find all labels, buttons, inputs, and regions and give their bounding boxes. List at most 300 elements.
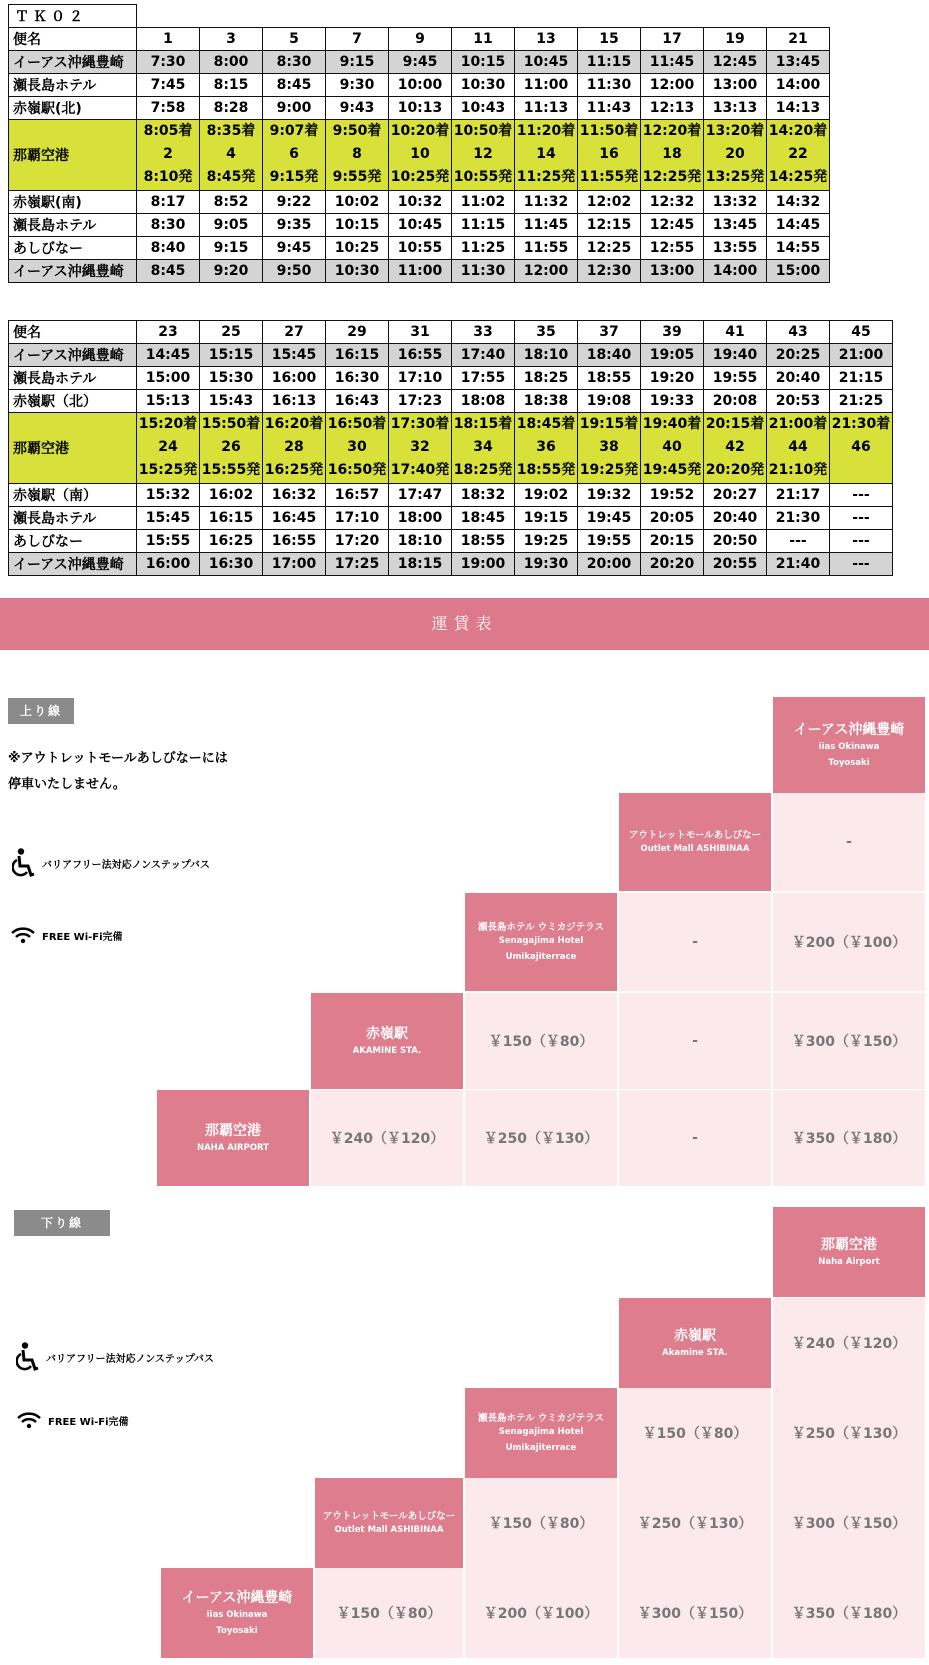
flight-number-cell: 5 [263, 28, 326, 51]
time-cell: 19:52 [641, 484, 704, 507]
airport-time-cell [578, 413, 641, 484]
time-cell: 21:00 [830, 344, 893, 367]
time-cell: 10:15 [326, 214, 389, 237]
stop-name-cell: 赤嶺駅(南) [9, 191, 137, 214]
down-wifi-feature [16, 1411, 129, 1429]
departure-time: 12:25発 [642, 169, 702, 185]
time-cell: 9:43 [326, 97, 389, 120]
time-cell: 16:30 [200, 553, 263, 576]
time-cell: 15:00 [137, 367, 200, 390]
time-cell: 16:45 [263, 507, 326, 530]
down-header-iias [161, 1568, 313, 1658]
time-cell: 8:45 [263, 74, 326, 97]
airport-time-cell [515, 413, 578, 484]
timetable-row [9, 390, 893, 413]
airport-time-cell [830, 413, 893, 484]
flight-label-cell: 便名 [9, 28, 137, 51]
time-cell: 18:32 [452, 484, 515, 507]
down-header-outlet-en1: Outlet Mall ASHIBINAA [334, 1525, 444, 1535]
stop-name-cell: あしびなー [9, 530, 137, 553]
time-cell: 16:32 [263, 484, 326, 507]
time-cell: 18:55 [578, 367, 641, 390]
up-barrierfree-label: バリアフリー法対応ノンステップバス [42, 859, 210, 871]
time-cell: 17:23 [389, 390, 452, 413]
time-cell: 12:15 [578, 214, 641, 237]
time-cell: 13:32 [704, 191, 767, 214]
time-cell: 12:13 [641, 97, 704, 120]
time-cell: 10:43 [452, 97, 515, 120]
time-cell: 16:55 [263, 530, 326, 553]
time-cell: 10:13 [389, 97, 452, 120]
arrival-time: 15:20着 [138, 416, 198, 432]
down-fare-cell: ￥150（￥80） [465, 1478, 617, 1568]
timetable-row [9, 74, 830, 97]
down-header-akamine-jp: 赤嶺駅 [674, 1328, 716, 1344]
time-cell: 16:00 [137, 553, 200, 576]
time-cell: 14:45 [767, 214, 830, 237]
timetable-row [9, 191, 830, 214]
time-cell: 19:40 [704, 344, 767, 367]
time-cell: 11:02 [452, 191, 515, 214]
time-cell: 21:17 [767, 484, 830, 507]
time-cell: 14:32 [767, 191, 830, 214]
time-cell: 20:08 [704, 390, 767, 413]
airport-time-cell [389, 120, 452, 191]
route-code: ＴＫ０２ [9, 5, 137, 28]
time-cell: 11:43 [578, 97, 641, 120]
time-cell: 17:55 [452, 367, 515, 390]
flight-number-cell: 41 [704, 321, 767, 344]
flight-number-row [9, 28, 830, 51]
time-cell: 20:20 [641, 553, 704, 576]
airport-time-cell [200, 413, 263, 484]
stop-name-cell: 赤嶺駅(北) [9, 97, 137, 120]
departure-time: 11:55発 [579, 169, 639, 185]
time-cell: 11:13 [515, 97, 578, 120]
time-cell: 20:27 [704, 484, 767, 507]
time-cell: 8:52 [200, 191, 263, 214]
stop-name-cell: 赤嶺駅（南） [9, 484, 137, 507]
timetable-2 [8, 320, 893, 576]
return-flight-number: 28 [284, 439, 304, 455]
stop-name-cell: イーアス沖縄豊崎 [9, 553, 137, 576]
up-fare-cell: - [619, 1090, 771, 1186]
airport-time-cell [452, 413, 515, 484]
time-cell: 16:02 [200, 484, 263, 507]
time-cell: 17:40 [452, 344, 515, 367]
time-cell: 13:13 [704, 97, 767, 120]
up-header-iias [773, 697, 925, 793]
time-cell: 19:30 [515, 553, 578, 576]
time-cell: 19:55 [704, 367, 767, 390]
time-cell: 11:45 [515, 214, 578, 237]
time-cell: 19:25 [515, 530, 578, 553]
time-cell: 19:05 [641, 344, 704, 367]
stop-name-cell: あしびなー [9, 237, 137, 260]
return-flight-number: 34 [473, 439, 493, 455]
return-flight-number: 8 [352, 146, 362, 162]
flight-number-cell: 25 [200, 321, 263, 344]
time-cell: 18:08 [452, 390, 515, 413]
time-cell: 18:38 [515, 390, 578, 413]
timetable-row [9, 507, 893, 530]
airport-row [9, 120, 830, 191]
time-cell: 19:08 [578, 390, 641, 413]
up-header-senaga [465, 893, 617, 991]
time-cell: 21:30 [767, 507, 830, 530]
time-cell: 10:30 [326, 260, 389, 283]
arrival-time: 16:50着 [327, 416, 387, 432]
down-header-naha-en1: Naha Airport [818, 1257, 880, 1267]
time-cell: 13:45 [767, 51, 830, 74]
up-barrierfree-feature [12, 848, 210, 878]
departure-time: 10:25発 [390, 169, 450, 185]
time-cell: 12:00 [515, 260, 578, 283]
time-cell: 15:55 [137, 530, 200, 553]
time-cell: 15:13 [137, 390, 200, 413]
time-cell: 15:15 [200, 344, 263, 367]
down-header-naha [773, 1207, 925, 1297]
time-cell: 8:40 [137, 237, 200, 260]
time-cell: 8:00 [200, 51, 263, 74]
departure-time: 15:55発 [201, 462, 261, 478]
return-flight-number: 18 [662, 146, 682, 162]
time-cell: 12:32 [641, 191, 704, 214]
arrival-time: 20:15着 [705, 416, 765, 432]
flight-number-cell: 35 [515, 321, 578, 344]
time-cell: 7:45 [137, 74, 200, 97]
time-cell: 14:00 [704, 260, 767, 283]
time-cell: 19:32 [578, 484, 641, 507]
time-cell: 10:00 [389, 74, 452, 97]
up-note-line2: 停車いたしません。 [8, 777, 126, 792]
time-cell: 21:25 [830, 390, 893, 413]
time-cell: 10:32 [389, 191, 452, 214]
time-cell: 20:55 [704, 553, 767, 576]
flight-number-cell: 17 [641, 28, 704, 51]
time-cell: 21:40 [767, 553, 830, 576]
return-flight-number: 4 [226, 146, 236, 162]
time-cell: 18:55 [452, 530, 515, 553]
time-cell: 20:00 [578, 553, 641, 576]
airport-time-cell [137, 413, 200, 484]
arrival-time: 11:50着 [579, 123, 639, 139]
wheelchair-icon [16, 1342, 40, 1372]
time-cell: 15:32 [137, 484, 200, 507]
departure-time: 13:25発 [705, 169, 765, 185]
up-header-outlet-jp: アウトレットモールあしびなー [628, 830, 762, 841]
timetable-row [9, 97, 830, 120]
time-cell: 8:30 [137, 214, 200, 237]
time-cell: 17:10 [326, 507, 389, 530]
up-fare-cell: - [619, 993, 771, 1089]
up-header-iias-en2: Toyosaki [828, 758, 870, 768]
time-cell: 12:00 [641, 74, 704, 97]
time-cell: 12:45 [641, 214, 704, 237]
time-cell: 17:00 [263, 553, 326, 576]
time-cell: 20:15 [641, 530, 704, 553]
up-fare-cell: - [773, 793, 925, 891]
flight-number-cell: 19 [704, 28, 767, 51]
time-cell: 16:43 [326, 390, 389, 413]
flight-number-cell: 23 [137, 321, 200, 344]
time-cell: 11:32 [515, 191, 578, 214]
airport-time-cell [137, 120, 200, 191]
time-cell: 11:15 [578, 51, 641, 74]
flight-number-cell: 11 [452, 28, 515, 51]
departure-time: 8:10発 [143, 169, 193, 185]
down-header-naha-jp: 那覇空港 [821, 1237, 877, 1253]
return-flight-number: 42 [725, 439, 745, 455]
airport-time-cell [326, 120, 389, 191]
timetable-row [9, 367, 893, 390]
time-cell: --- [830, 530, 893, 553]
timetable-row [9, 484, 893, 507]
time-cell: 11:55 [515, 237, 578, 260]
flight-number-row [9, 321, 893, 344]
time-cell: 14:55 [767, 237, 830, 260]
time-cell: 11:30 [452, 260, 515, 283]
stop-name-cell: イーアス沖縄豊崎 [9, 344, 137, 367]
arrival-time: 21:00着 [768, 416, 828, 432]
stop-name-cell: 那覇空港 [9, 413, 137, 484]
time-cell: 15:43 [200, 390, 263, 413]
flight-number-cell: 15 [578, 28, 641, 51]
time-cell: 8:28 [200, 97, 263, 120]
stop-name-cell: 赤嶺駅（北） [9, 390, 137, 413]
return-flight-number: 44 [788, 439, 808, 455]
time-cell: 17:10 [389, 367, 452, 390]
airport-time-cell [515, 120, 578, 191]
time-cell: 19:33 [641, 390, 704, 413]
return-flight-number: 20 [725, 146, 745, 162]
down-header-senaga-en2: Umikajiterrace [505, 1443, 577, 1453]
time-cell: 9:15 [326, 51, 389, 74]
time-cell: 7:58 [137, 97, 200, 120]
time-cell: 8:15 [200, 74, 263, 97]
time-cell: 14:45 [137, 344, 200, 367]
return-flight-number: 10 [410, 146, 430, 162]
down-header-akamine-en1: Akamine STA. [662, 1348, 728, 1358]
time-cell: 20:25 [767, 344, 830, 367]
up-header-naha-jp: 那覇空港 [205, 1123, 261, 1139]
flight-number-cell: 3 [200, 28, 263, 51]
arrival-time: 19:15着 [579, 416, 639, 432]
airport-time-cell [704, 120, 767, 191]
time-cell: 13:00 [704, 74, 767, 97]
up-header-outlet-en1: Outlet Mall ASHIBINAA [640, 844, 750, 854]
time-cell: 20:40 [704, 507, 767, 530]
departure-time: 20:20発 [705, 462, 765, 478]
time-cell: --- [830, 507, 893, 530]
stop-name-cell: 瀬長島ホテル [9, 507, 137, 530]
time-cell: 15:30 [200, 367, 263, 390]
down-header-senaga-jp: 瀬長島ホテル ウミカジテラス [477, 1413, 605, 1424]
stop-name-cell: 那覇空港 [9, 120, 137, 191]
arrival-time: 8:05着 [143, 123, 193, 139]
time-cell: 9:15 [200, 237, 263, 260]
airport-row [9, 413, 893, 484]
flight-number-cell: 37 [578, 321, 641, 344]
time-cell: 11:25 [452, 237, 515, 260]
down-fare-cell: ￥350（￥180） [773, 1568, 925, 1658]
airport-time-cell [578, 120, 641, 191]
timetable-row [9, 214, 830, 237]
stop-name-cell: 瀬長島ホテル [9, 214, 137, 237]
time-cell: 13:55 [704, 237, 767, 260]
departure-time: 18:55発 [516, 462, 576, 478]
time-cell: 11:00 [515, 74, 578, 97]
arrival-time: 16:20着 [264, 416, 324, 432]
airport-time-cell [200, 120, 263, 191]
time-cell: 12:55 [641, 237, 704, 260]
down-barrierfree-feature [16, 1342, 214, 1372]
time-cell: 18:40 [578, 344, 641, 367]
time-cell: 16:15 [200, 507, 263, 530]
time-cell: 18:10 [515, 344, 578, 367]
time-cell: 19:20 [641, 367, 704, 390]
down-barrierfree-label: バリアフリー法対応ノンステップバス [46, 1353, 214, 1365]
time-cell: 17:47 [389, 484, 452, 507]
arrival-time: 9:50着 [332, 123, 382, 139]
flight-number-cell: 33 [452, 321, 515, 344]
arrival-time: 8:35着 [206, 123, 256, 139]
time-cell: 15:00 [767, 260, 830, 283]
time-cell: 18:45 [452, 507, 515, 530]
return-flight-number: 22 [788, 146, 808, 162]
stop-name-cell: イーアス沖縄豊崎 [9, 260, 137, 283]
airport-time-cell [704, 413, 767, 484]
up-header-outlet [619, 793, 771, 891]
departure-time: 19:45発 [642, 462, 702, 478]
stop-name-cell: 瀬長島ホテル [9, 367, 137, 390]
down-fare-cell: ￥300（￥150） [619, 1568, 771, 1658]
up-wifi-label: FREE Wi-Fi完備 [42, 931, 123, 943]
time-cell: 14:00 [767, 74, 830, 97]
timetable-row [9, 530, 893, 553]
stop-name-cell: イーアス沖縄豊崎 [9, 51, 137, 74]
down-header-senaga-en1: Senagajima Hotel [498, 1427, 584, 1437]
airport-time-cell [263, 413, 326, 484]
time-cell: 15:45 [263, 344, 326, 367]
time-cell: 19:00 [452, 553, 515, 576]
time-cell: 7:30 [137, 51, 200, 74]
return-flight-number: 14 [536, 146, 556, 162]
time-cell: 9:50 [263, 260, 326, 283]
up-header-iias-jp: イーアス沖縄豊崎 [793, 722, 905, 738]
departure-time: 18:25発 [453, 462, 513, 478]
time-cell: 19:55 [578, 530, 641, 553]
airport-time-cell [641, 413, 704, 484]
arrival-time: 18:45着 [516, 416, 576, 432]
flight-number-cell: 43 [767, 321, 830, 344]
arrival-time: 13:20着 [705, 123, 765, 139]
arrival-time: 21:30着 [831, 416, 891, 432]
up-header-senaga-jp: 瀬長島ホテル ウミカジテラス [477, 922, 605, 933]
time-cell: 20:40 [767, 367, 830, 390]
flight-number-cell: 29 [326, 321, 389, 344]
time-cell: 9:30 [326, 74, 389, 97]
arrival-time: 15:50着 [201, 416, 261, 432]
time-cell: 10:45 [389, 214, 452, 237]
arrival-time: 17:30着 [390, 416, 450, 432]
flight-number-cell: 39 [641, 321, 704, 344]
departure-time: 8:45発 [206, 169, 256, 185]
time-cell: 17:25 [326, 553, 389, 576]
down-fare-cell: ￥240（￥120） [773, 1298, 925, 1388]
down-fare-cell: ￥200（￥100） [465, 1568, 617, 1658]
down-fare-cell: ￥250（￥130） [619, 1478, 771, 1568]
down-fare-cell: ￥250（￥130） [773, 1388, 925, 1478]
timetable-row [9, 51, 830, 74]
flight-number-cell: 9 [389, 28, 452, 51]
down-header-akamine [619, 1298, 771, 1388]
time-cell: 13:00 [641, 260, 704, 283]
stop-name-cell: 瀬長島ホテル [9, 74, 137, 97]
time-cell: 10:30 [452, 74, 515, 97]
departure-time: 11:25発 [516, 169, 576, 185]
time-cell: 19:45 [578, 507, 641, 530]
time-cell: 12:25 [578, 237, 641, 260]
time-cell: 11:15 [452, 214, 515, 237]
departure-time: 16:25発 [264, 462, 324, 478]
time-cell: 9:20 [200, 260, 263, 283]
time-cell: 9:00 [263, 97, 326, 120]
airport-time-cell [641, 120, 704, 191]
flight-number-cell: 13 [515, 28, 578, 51]
time-cell: 14:13 [767, 97, 830, 120]
up-header-naha-en1: NAHA AIRPORT [196, 1143, 270, 1153]
departure-time: 19:25発 [579, 462, 639, 478]
time-cell: 8:30 [263, 51, 326, 74]
down-header-outlet [315, 1478, 463, 1568]
time-cell: 11:00 [389, 260, 452, 283]
up-fare-cell: ￥200（￥100） [773, 893, 925, 991]
up-wifi-feature [10, 926, 123, 944]
time-cell: --- [767, 530, 830, 553]
time-cell: 19:02 [515, 484, 578, 507]
arrival-time: 10:50着 [453, 123, 513, 139]
up-line-tab: 上り線 [8, 698, 74, 724]
time-cell: 13:45 [704, 214, 767, 237]
airport-time-cell [326, 413, 389, 484]
down-fare-cell: ￥150（￥80） [315, 1568, 463, 1658]
flight-number-cell: 1 [137, 28, 200, 51]
departure-time: 15:25発 [138, 462, 198, 478]
down-header-iias-en2: Toyosaki [216, 1626, 258, 1636]
time-cell: 10:15 [452, 51, 515, 74]
time-cell: 16:57 [326, 484, 389, 507]
down-line-tab: 下り線 [14, 1210, 110, 1236]
time-cell: 16:30 [326, 367, 389, 390]
return-flight-number: 24 [158, 439, 178, 455]
up-fare-cell: ￥250（￥130） [465, 1090, 617, 1186]
time-cell: 11:30 [578, 74, 641, 97]
flight-number-cell: 45 [830, 321, 893, 344]
time-cell: 19:15 [515, 507, 578, 530]
return-flight-number: 30 [347, 439, 367, 455]
time-cell: 16:15 [326, 344, 389, 367]
down-header-iias-en1: iias Okinawa [206, 1610, 268, 1620]
fare-table-banner: 運賃表 [0, 598, 929, 650]
flight-number-cell: 27 [263, 321, 326, 344]
return-flight-number: 26 [221, 439, 241, 455]
up-header-senaga-en1: Senagajima Hotel [498, 936, 584, 946]
departure-time: 14:25発 [768, 169, 828, 185]
departure-time: 9:55発 [332, 169, 382, 185]
time-cell: 20:53 [767, 390, 830, 413]
up-header-iias-en1: iias Okinawa [818, 742, 880, 752]
